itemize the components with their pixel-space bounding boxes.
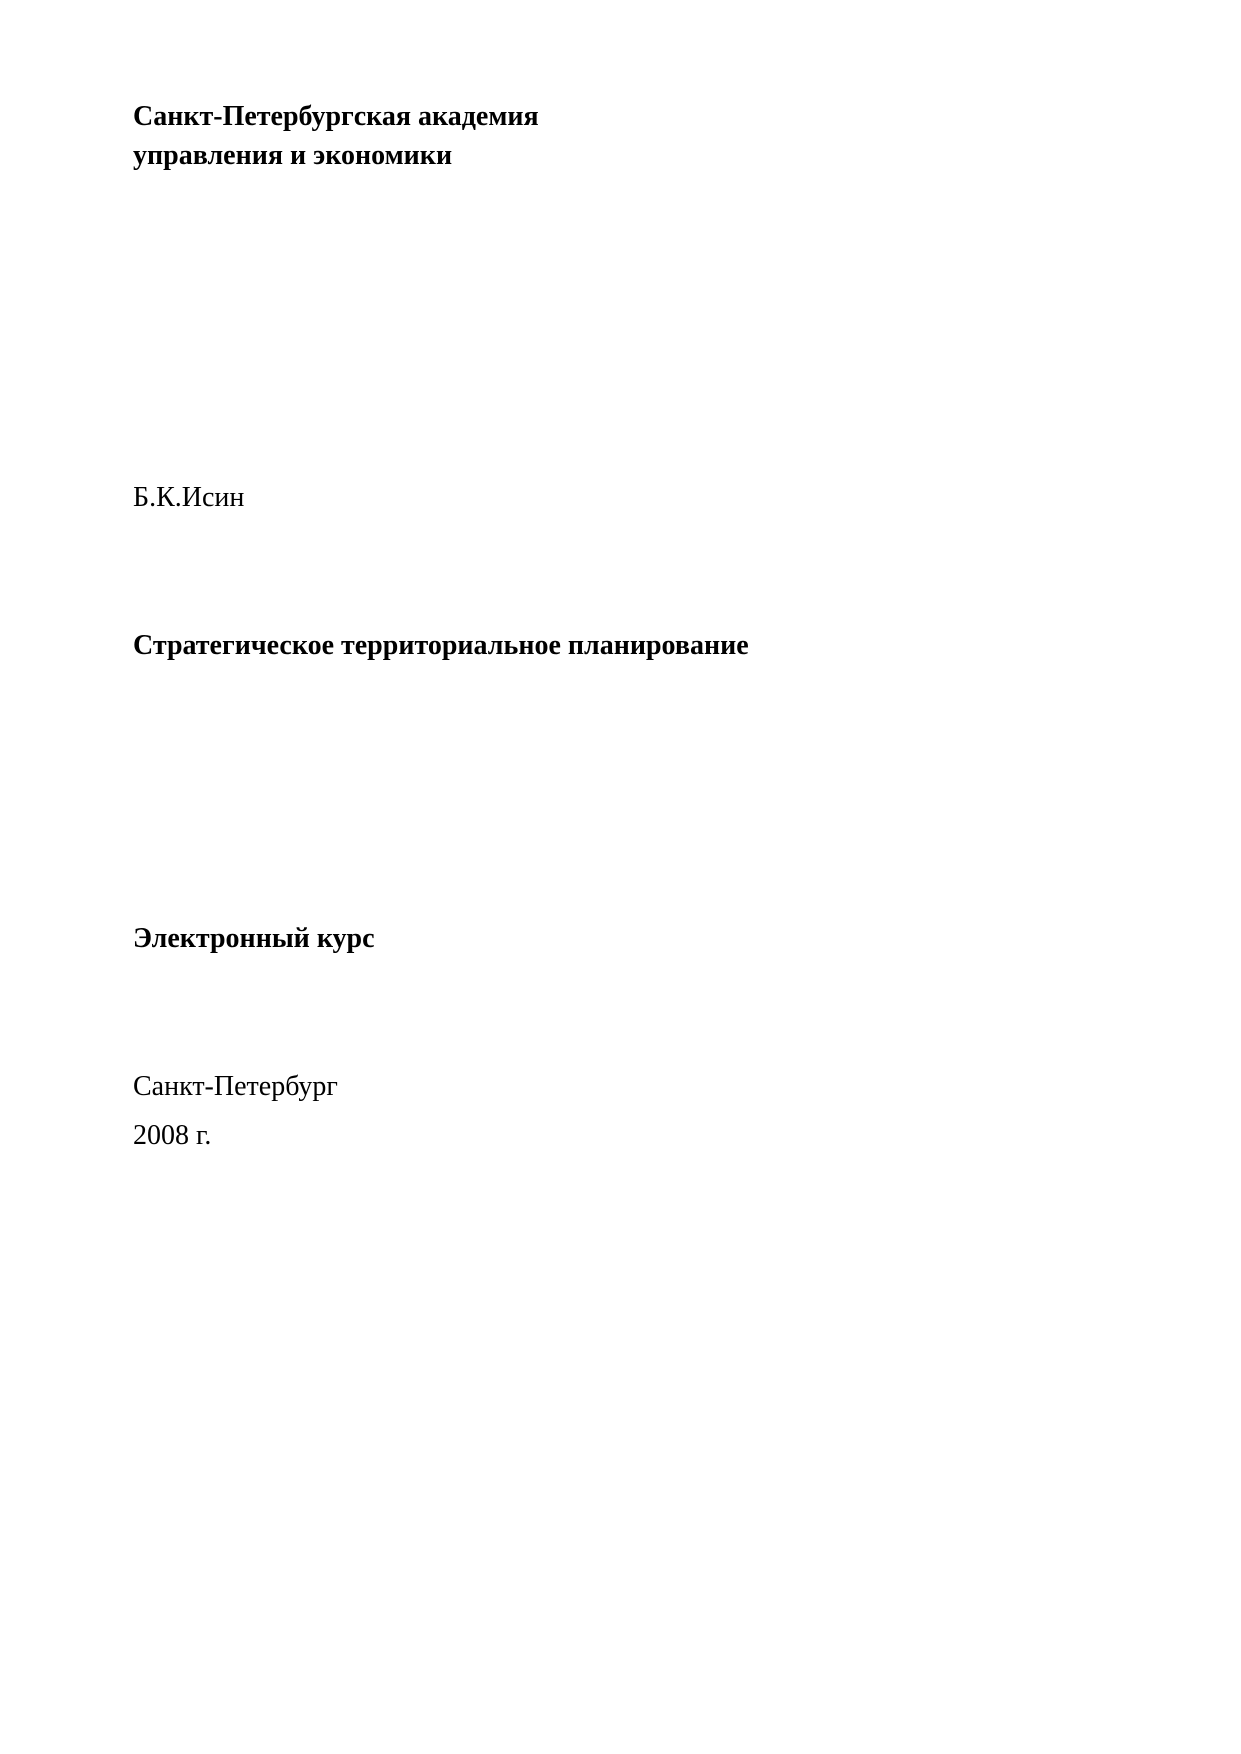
institution-name-line-1: Санкт-Петербургская академия <box>133 101 539 132</box>
publication-city: Санкт-Петербург <box>133 1071 338 1102</box>
institution-name-line-2: управления и экономики <box>133 140 453 171</box>
author-name: Б.К.Исин <box>133 482 245 513</box>
document-title: Стратегическое территориальное планирование <box>133 630 749 661</box>
publication-year: 2008 г. <box>133 1120 212 1151</box>
course-type: Электронный курс <box>133 923 375 954</box>
